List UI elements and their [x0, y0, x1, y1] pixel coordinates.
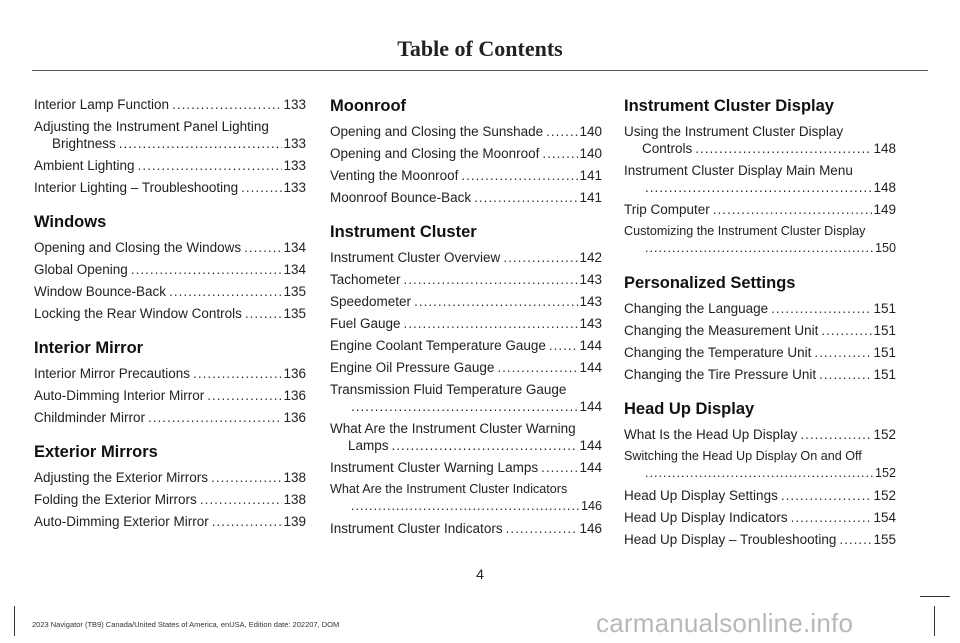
- toc-entry-title: Switching the Head Up Display On and Off: [624, 449, 862, 463]
- toc-entry-title: Head Up Display Settings: [624, 488, 778, 503]
- toc-entry[interactable]: [34, 118, 306, 152]
- toc-entry-page-number: 133: [283, 97, 306, 112]
- toc-entry[interactable]: [34, 491, 306, 508]
- toc-entry-page-number: 136: [283, 388, 306, 403]
- toc-entry[interactable]: [330, 293, 602, 310]
- dot-leader: [542, 145, 578, 162]
- toc-entry[interactable]: [330, 189, 602, 206]
- toc-entry-title: Childminder Mirror: [34, 410, 146, 425]
- dot-leader: [800, 426, 872, 443]
- section-title: Personalized Settings: [624, 274, 796, 292]
- toc-entry[interactable]: [34, 179, 306, 196]
- toc-entry-page-number: 144: [579, 460, 602, 475]
- dot-leader: [148, 409, 282, 426]
- toc-entry[interactable]: [330, 145, 602, 162]
- toc-entry-page-number: 144: [579, 438, 602, 453]
- dot-leader: [781, 487, 873, 504]
- toc-entry-title: Changing the Language: [624, 301, 769, 316]
- toc-entry-page-number: 138: [283, 470, 306, 485]
- toc-entry-title: Customizing the Instrument Cluster Display: [624, 224, 866, 238]
- toc-entry-page-number: 135: [283, 306, 306, 321]
- crop-mark-right-horizontal: [920, 596, 950, 597]
- toc-entry[interactable]: [34, 305, 306, 322]
- toc-entry-page-number: 154: [873, 510, 896, 525]
- toc-entry[interactable]: [330, 123, 602, 140]
- dot-leader: [549, 337, 579, 354]
- toc-entry[interactable]: [330, 271, 602, 288]
- toc-entry-title: Venting the Moonroof: [330, 168, 459, 183]
- toc-entry-title: Opening and Closing the Moonroof: [330, 146, 540, 161]
- toc-entry-page-number: 146: [580, 499, 602, 513]
- crop-mark-right-vertical: [934, 606, 935, 636]
- toc-entry[interactable]: [330, 315, 602, 332]
- toc-entry-title: Global Opening: [34, 262, 128, 277]
- toc-entry[interactable]: [330, 337, 602, 354]
- toc-entry-page-number: 150: [874, 241, 896, 255]
- footer-edition-text: 2023 Navigator (TB9) Canada/United States of America, enUSA, Edition date: 202207, DOM: [32, 620, 340, 629]
- toc-entry-title: Changing the Temperature Unit: [624, 345, 812, 360]
- dot-leader: [645, 179, 872, 196]
- toc-entry-title: Window Bounce-Back: [34, 284, 167, 299]
- toc-entry-page-number: 148: [873, 141, 896, 156]
- toc-entry-title: Folding the Exterior Mirrors: [34, 492, 197, 507]
- toc-entry-title-continued: Lamps: [348, 438, 389, 453]
- dot-leader: [351, 398, 578, 415]
- dot-leader: [172, 96, 282, 113]
- dot-leader: [414, 293, 578, 310]
- toc-entry[interactable]: [34, 469, 306, 486]
- toc-entry-title: Head Up Display – Troubleshooting: [624, 532, 837, 547]
- toc-entry-title: What Are the Instrument Cluster Warning: [330, 421, 576, 436]
- toc-entry-title: Head Up Display Indicators: [624, 510, 788, 525]
- toc-entry[interactable]: [624, 487, 896, 504]
- toc-entry-page-number: 151: [873, 345, 896, 360]
- toc-entry[interactable]: [34, 387, 306, 404]
- dot-leader: [392, 437, 579, 454]
- crop-mark-left-vertical: [14, 606, 15, 636]
- toc-entry-title: Instrument Cluster Display Main Menu: [624, 163, 853, 178]
- toc-entry-page-number: 143: [579, 316, 602, 331]
- toc-column-1: [34, 96, 306, 535]
- toc-entry-title: Moonroof Bounce-Back: [330, 190, 472, 205]
- dot-leader: [546, 123, 578, 140]
- dot-leader: [541, 459, 578, 476]
- dot-leader: [839, 531, 872, 548]
- dot-leader: [791, 509, 873, 526]
- toc-entry-page-number: 138: [283, 492, 306, 507]
- toc-entry[interactable]: [624, 509, 896, 526]
- dot-leader: [821, 322, 872, 339]
- toc-entry[interactable]: [624, 344, 896, 361]
- toc-entry[interactable]: [330, 381, 602, 415]
- dot-leader: [207, 387, 282, 404]
- dot-leader: [212, 513, 283, 530]
- dot-leader: [645, 465, 874, 482]
- section-title: Exterior Mirrors: [34, 443, 158, 461]
- toc-entry[interactable]: [34, 239, 306, 256]
- toc-entry[interactable]: [624, 366, 896, 383]
- toc-entry-page-number: 149: [873, 202, 896, 217]
- toc-entry-page-number: 133: [283, 180, 306, 195]
- toc-entry-page-number: 136: [283, 410, 306, 425]
- toc-entry[interactable]: [624, 162, 896, 196]
- toc-entry[interactable]: [34, 365, 306, 382]
- dot-leader: [245, 305, 283, 322]
- toc-entry-title: Interior Lighting – Troubleshooting: [34, 180, 239, 195]
- toc-entry-page-number: 142: [579, 250, 602, 265]
- toc-entry-page-number: 151: [873, 323, 896, 338]
- toc-entry-page-number: 140: [579, 124, 602, 139]
- dot-leader: [771, 300, 872, 317]
- toc-entry-title: Instrument Cluster Overview: [330, 250, 501, 265]
- toc-entry[interactable]: [330, 481, 602, 515]
- header-divider: [32, 70, 928, 71]
- page-number: 4: [476, 566, 484, 582]
- toc-entry[interactable]: [330, 249, 602, 266]
- dot-leader: [474, 189, 578, 206]
- toc-entry-title: Tachometer: [330, 272, 401, 287]
- toc-entry-page-number: 151: [873, 367, 896, 382]
- toc-entry-title-continued: Brightness: [52, 136, 116, 151]
- dot-leader: [169, 283, 282, 300]
- toc-entry-page-number: 144: [579, 399, 602, 414]
- toc-entry[interactable]: [624, 223, 896, 257]
- toc-entry-title: Changing the Tire Pressure Unit: [624, 367, 817, 382]
- toc-entry-page-number: 133: [283, 158, 306, 173]
- toc-entry-page-number: 143: [579, 294, 602, 309]
- toc-entry-page-number: 134: [283, 240, 306, 255]
- dot-leader: [404, 315, 579, 332]
- toc-entry-page-number: 141: [579, 168, 602, 183]
- toc-entry-title: Adjusting the Instrument Panel Lighting: [34, 119, 269, 134]
- toc-entry-page-number: 144: [579, 338, 602, 353]
- toc-entry-title: Speedometer: [330, 294, 412, 309]
- toc-entry-title: Using the Instrument Cluster Display: [624, 124, 844, 139]
- section-title: Head Up Display: [624, 400, 755, 418]
- toc-entry-page-number: 144: [579, 360, 602, 375]
- dot-leader: [131, 261, 283, 278]
- section-title: Windows: [34, 213, 107, 231]
- toc-entry-page-number: 139: [283, 514, 306, 529]
- dot-leader: [497, 359, 578, 376]
- toc-entry[interactable]: [624, 322, 896, 339]
- toc-entry-title: Engine Oil Pressure Gauge: [330, 360, 495, 375]
- toc-entry-title: Opening and Closing the Sunshade: [330, 124, 544, 139]
- toc-entry[interactable]: [330, 420, 602, 454]
- toc-entry-page-number: 133: [283, 136, 306, 151]
- toc-entry[interactable]: [330, 520, 602, 537]
- dot-leader: [200, 491, 283, 508]
- section-title: Instrument Cluster: [330, 223, 477, 241]
- toc-entry-title: Adjusting the Exterior Mirrors: [34, 470, 209, 485]
- toc-entry[interactable]: [34, 283, 306, 300]
- dot-leader: [241, 179, 282, 196]
- dot-leader: [351, 498, 580, 515]
- toc-entry-title: Opening and Closing the Windows: [34, 240, 242, 255]
- toc-entry-page-number: 136: [283, 366, 306, 381]
- dot-leader: [503, 249, 578, 266]
- toc-entry-title: Changing the Measurement Unit: [624, 323, 819, 338]
- section-title: Interior Mirror: [34, 339, 144, 357]
- toc-entry[interactable]: [624, 300, 896, 317]
- page-title: Table of Contents: [397, 36, 563, 61]
- toc-entry-title: Auto-Dimming Exterior Mirror: [34, 514, 209, 529]
- toc-entry-page-number: 152: [873, 427, 896, 442]
- dot-leader: [404, 271, 579, 288]
- toc-entry-title: Instrument Cluster Indicators: [330, 521, 503, 536]
- toc-entry[interactable]: [34, 513, 306, 530]
- toc-entry-title: Interior Lamp Function: [34, 97, 170, 112]
- toc-entry[interactable]: [624, 201, 896, 218]
- toc-entry-title: Fuel Gauge: [330, 316, 401, 331]
- toc-entry-page-number: 148: [873, 180, 896, 195]
- toc-entry-title: Interior Mirror Precautions: [34, 366, 191, 381]
- dot-leader: [506, 520, 579, 537]
- toc-entry[interactable]: [624, 531, 896, 548]
- toc-entry-page-number: 155: [873, 532, 896, 547]
- toc-entry[interactable]: [330, 359, 602, 376]
- watermark-logo: carmanualsonline.info: [596, 608, 854, 638]
- dot-leader: [119, 135, 283, 152]
- dot-leader: [461, 167, 578, 184]
- toc-column-3: [624, 96, 896, 553]
- toc-entry-page-number: 135: [283, 284, 306, 299]
- toc-entry-page-number: 140: [579, 146, 602, 161]
- toc-entry[interactable]: [34, 409, 306, 426]
- toc-entry-title: Ambient Lighting: [34, 158, 135, 173]
- toc-entry-page-number: 152: [873, 488, 896, 503]
- section-title: Instrument Cluster Display: [624, 97, 834, 115]
- toc-entry-title: Trip Computer: [624, 202, 710, 217]
- dot-leader: [713, 201, 873, 218]
- toc-entry-title: Instrument Cluster Warning Lamps: [330, 460, 539, 475]
- dot-leader: [695, 140, 872, 157]
- toc-entry-title: What Is the Head Up Display: [624, 427, 798, 442]
- dot-leader: [138, 157, 283, 174]
- toc-entry-page-number: 143: [579, 272, 602, 287]
- section-title: Moonroof: [330, 97, 407, 115]
- toc-entry-title-continued: Controls: [642, 141, 693, 156]
- toc-entry-page-number: 134: [283, 262, 306, 277]
- toc-entry-title: Locking the Rear Window Controls: [34, 306, 242, 321]
- toc-entry[interactable]: [624, 123, 896, 157]
- toc-entry[interactable]: [34, 157, 306, 174]
- toc-entry[interactable]: [624, 426, 896, 443]
- toc-entry-title: Auto-Dimming Interior Mirror: [34, 388, 205, 403]
- dot-leader: [211, 469, 282, 486]
- toc-entry-page-number: 141: [579, 190, 602, 205]
- dot-leader: [814, 344, 872, 361]
- toc-entry-title: Engine Coolant Temperature Gauge: [330, 338, 546, 353]
- toc-entry-page-number: 151: [873, 301, 896, 316]
- toc-entry-page-number: 146: [579, 521, 602, 536]
- toc-entry[interactable]: [624, 448, 896, 482]
- toc-entry-title: What Are the Instrument Cluster Indicators: [330, 482, 568, 496]
- dot-leader: [193, 365, 282, 382]
- toc-entry-page-number: 152: [874, 466, 896, 480]
- dot-leader: [244, 239, 282, 256]
- toc-entry[interactable]: [34, 261, 306, 278]
- toc-entry-title: Transmission Fluid Temperature Gauge: [330, 382, 567, 397]
- toc-column-2: [330, 96, 602, 542]
- toc-entry[interactable]: [330, 167, 602, 184]
- toc-entry[interactable]: [34, 96, 306, 113]
- toc-entry[interactable]: [330, 459, 602, 476]
- dot-leader: [819, 366, 872, 383]
- dot-leader: [645, 240, 874, 257]
